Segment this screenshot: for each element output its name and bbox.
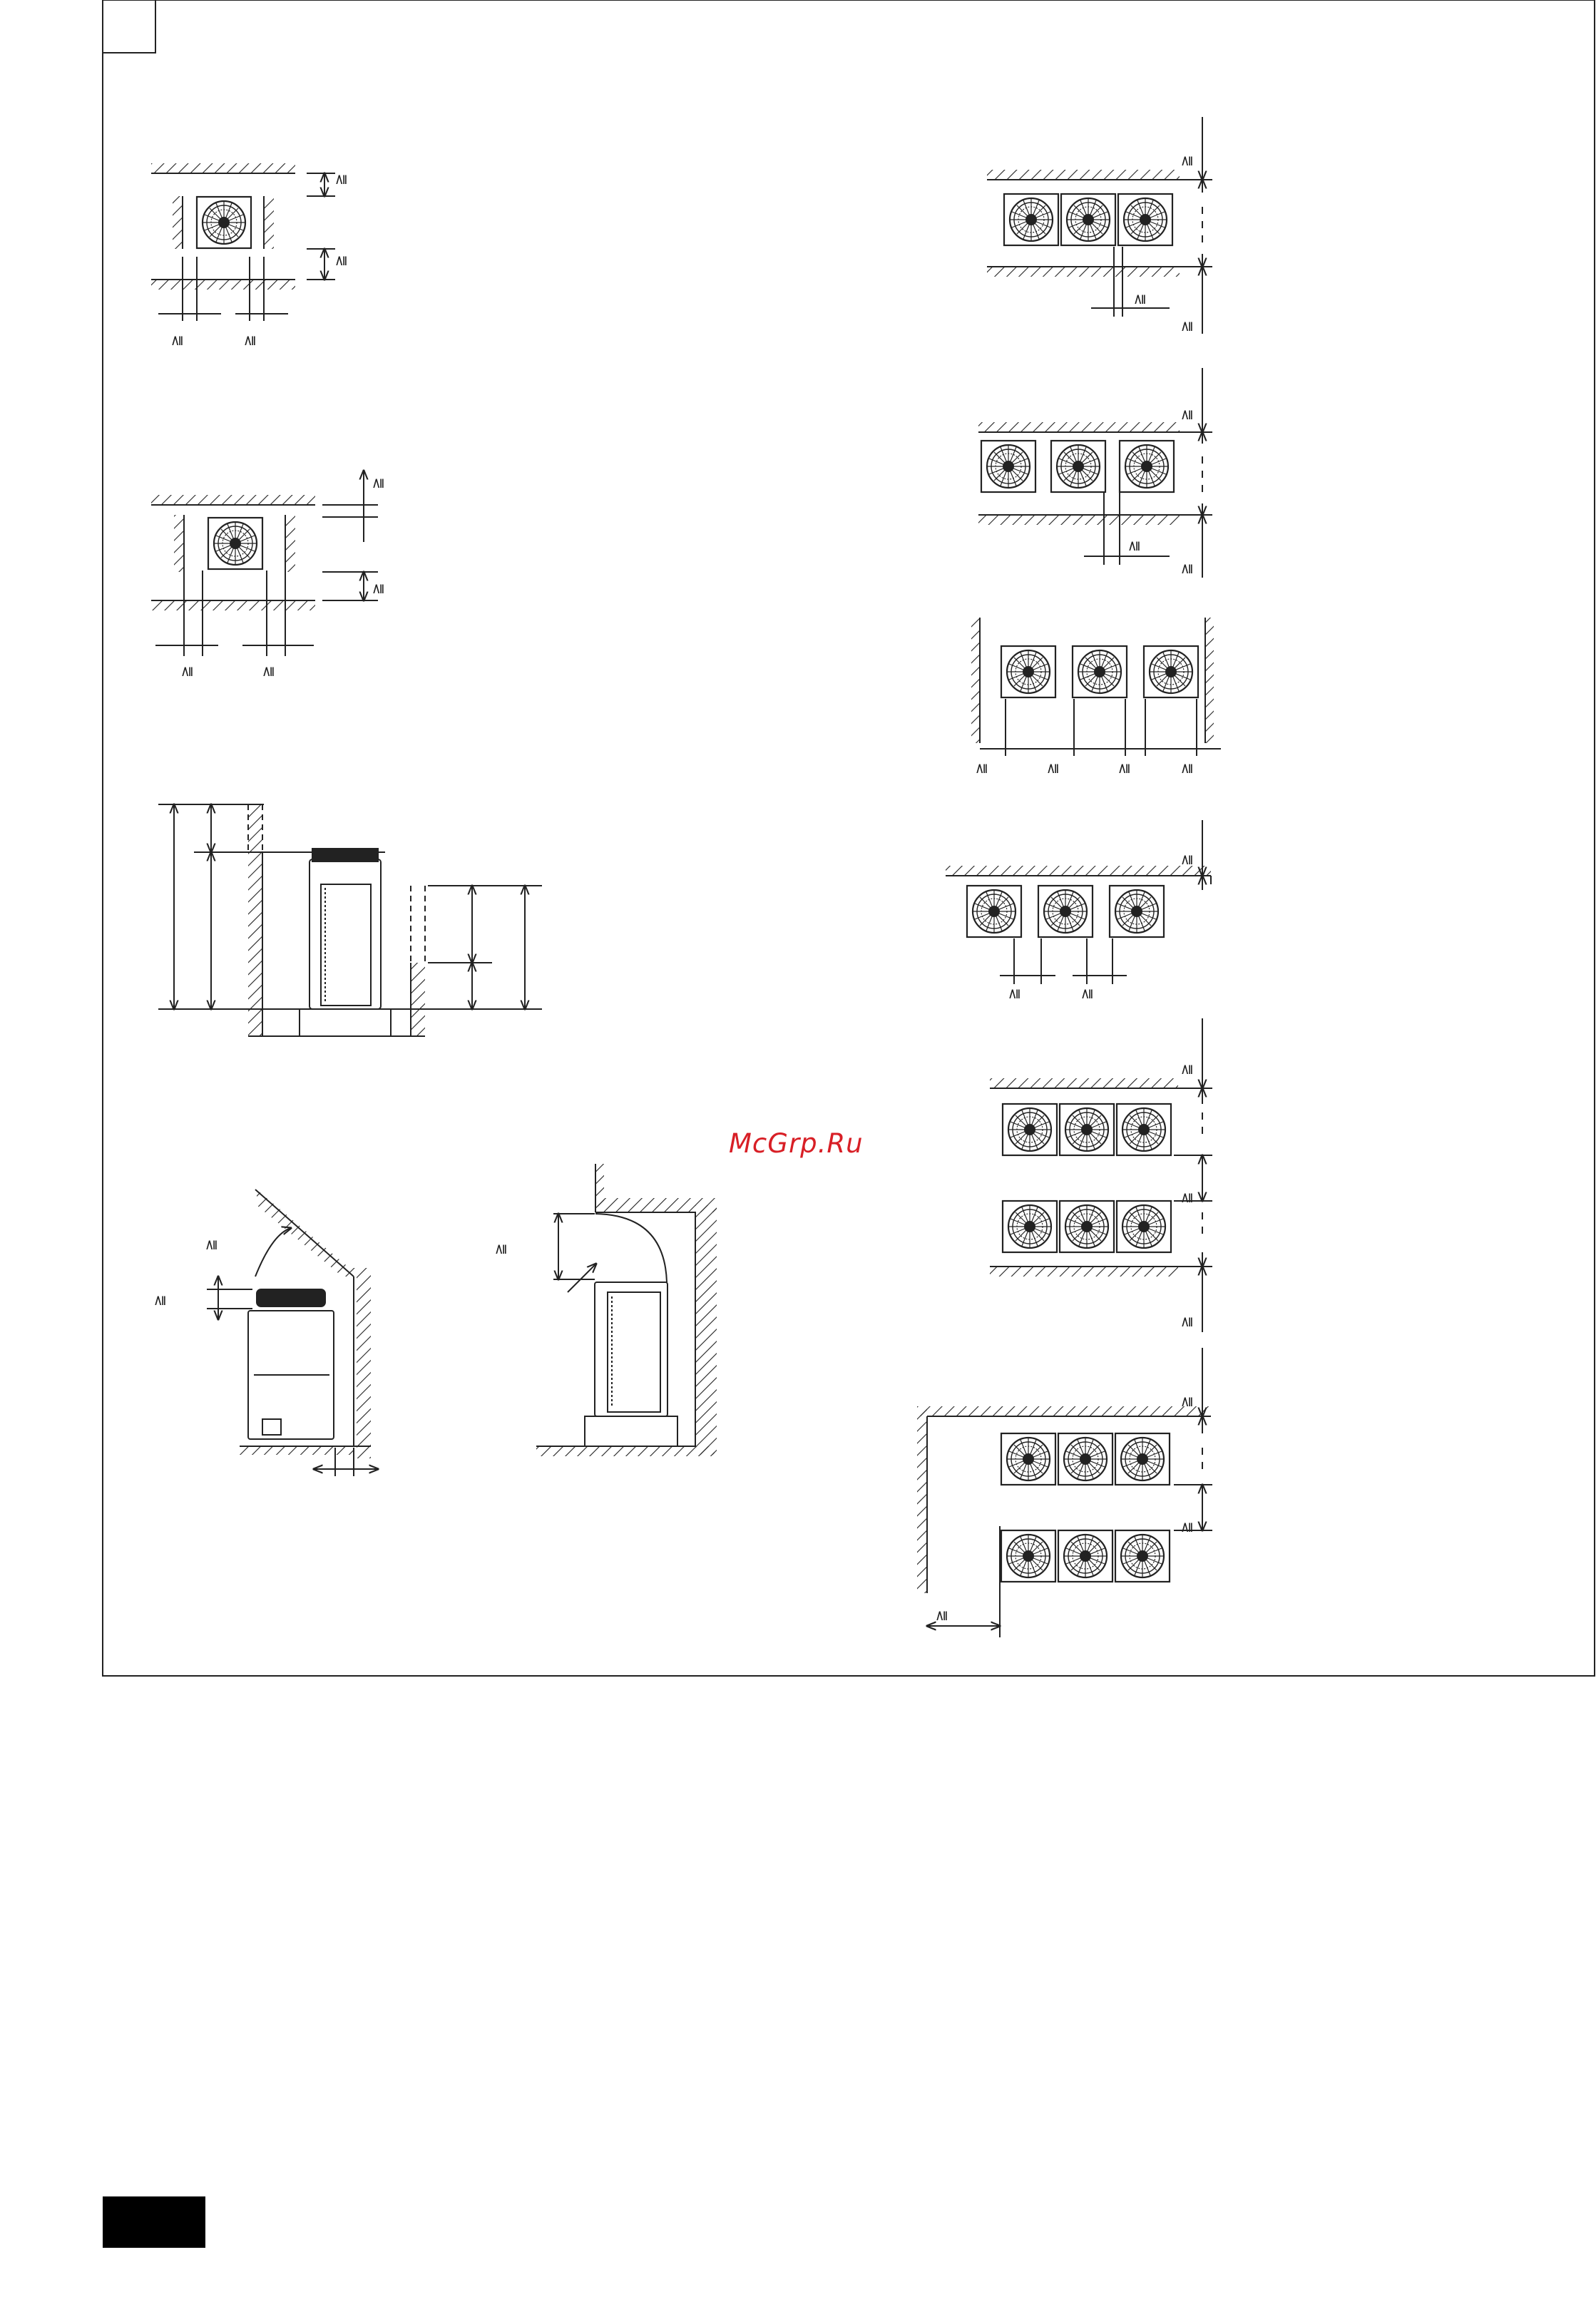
dim-symbol: ≧ [1177, 155, 1195, 167]
dim-symbol: ≧ [932, 1610, 949, 1622]
two-rows-in-corner [917, 1348, 1212, 1637]
dim-symbol: ≧ [1005, 988, 1022, 1000]
single-unit-plan-b [151, 471, 378, 656]
dim-symbol: ≧ [1125, 540, 1142, 552]
dim-symbol: ≧ [1177, 762, 1195, 774]
dim-symbol: ≧ [150, 1294, 168, 1306]
dim-symbol: ≧ [1177, 1521, 1195, 1533]
row-against-rear-wall [946, 820, 1211, 984]
dim-symbol: ≧ [1078, 988, 1095, 1000]
dim-symbol: ≧ [178, 665, 195, 677]
single-unit-plan-a [151, 163, 335, 321]
dim-symbol: ≧ [491, 1243, 508, 1255]
dim-symbol: ≧ [369, 583, 386, 595]
dim-symbol: ≧ [1130, 293, 1147, 305]
dim-symbol: ≧ [259, 665, 276, 677]
dim-symbol: ≧ [1115, 762, 1132, 774]
spaced-row-between-walls [978, 368, 1212, 578]
dim-symbol: ≧ [1177, 1316, 1195, 1328]
dim-symbol: ≧ [1177, 1063, 1195, 1075]
curved-ceiling-elevation [536, 1164, 717, 1456]
dim-symbol: ≧ [1177, 1396, 1195, 1408]
dim-symbol: ≧ [332, 255, 349, 267]
figure-label-box [103, 0, 155, 53]
dim-symbol: ≧ [1043, 762, 1060, 774]
figure-frame [103, 0, 1595, 1676]
side-elevation-walls [158, 804, 542, 1036]
dim-symbol: ≧ [972, 762, 989, 774]
dim-symbol: ≧ [1177, 563, 1195, 575]
dim-symbol: ≧ [202, 1239, 219, 1251]
row-between-side-walls [971, 618, 1221, 756]
watermark-text: McGrp.Ru [729, 1128, 864, 1159]
dim-symbol: ≧ [168, 334, 185, 347]
page-number-tab [103, 2196, 205, 2248]
dim-symbol: ≧ [369, 477, 386, 489]
dim-symbol: ≧ [332, 173, 349, 185]
dim-symbol: ≧ [1177, 1192, 1195, 1204]
slanted-ceiling-elevation [207, 1190, 378, 1476]
dim-symbol: ≧ [1177, 854, 1195, 866]
dim-symbol: ≧ [1177, 409, 1195, 421]
dim-symbol: ≧ [1177, 320, 1195, 332]
row-of-three-between-walls [987, 117, 1212, 334]
dim-symbol: ≧ [240, 334, 257, 347]
